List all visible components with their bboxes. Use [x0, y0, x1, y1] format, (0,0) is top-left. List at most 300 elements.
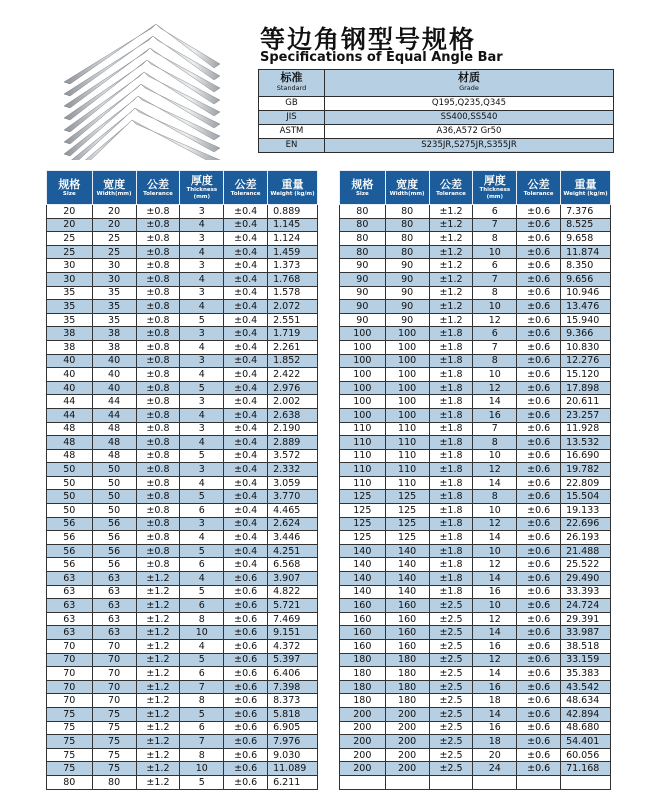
cell-thickness-tolerance: ±0.6 — [517, 272, 561, 286]
cell-thickness-tolerance: ±0.6 — [517, 572, 561, 586]
cell-width: 20 — [92, 205, 136, 219]
cell-thickness: 6 — [473, 327, 517, 341]
cell-thickness: 10 — [473, 245, 517, 259]
cell-width: 100 — [385, 327, 429, 341]
cell-width: 125 — [385, 504, 429, 518]
cell-width: 63 — [92, 599, 136, 613]
table-row — [47, 327, 318, 341]
table-row — [47, 245, 318, 259]
cell-width: 125 — [385, 517, 429, 531]
cell-thickness-tolerance: ±0.6 — [224, 667, 268, 681]
cell-thickness: 7 — [473, 422, 517, 436]
cell-thickness: 5 — [180, 707, 224, 721]
cell-thickness: 18 — [473, 735, 517, 749]
cell-size: 56 — [47, 531, 93, 545]
cell-thickness-tolerance: ±0.6 — [224, 599, 268, 613]
cell-width: 180 — [385, 680, 429, 694]
grade-standard: GB — [259, 97, 325, 111]
cell-weight: 6.905 — [268, 721, 318, 735]
cell-width: 200 — [385, 762, 429, 776]
cell-weight: 8.525 — [561, 218, 611, 232]
cell-size: 110 — [340, 436, 386, 450]
cell-width-tolerance: ±1.2 — [429, 259, 473, 273]
cell-thickness: 10 — [473, 449, 517, 463]
cell-width-tolerance: ±1.8 — [429, 408, 473, 422]
cell-thickness: 14 — [473, 531, 517, 545]
cell-thickness: 6 — [473, 259, 517, 273]
cell-width: 90 — [385, 286, 429, 300]
cell-width: 100 — [385, 340, 429, 354]
cell-thickness: 10 — [473, 599, 517, 613]
cell-thickness: 14 — [473, 626, 517, 640]
cell-size: 20 — [47, 218, 93, 232]
cell-thickness: 4 — [180, 408, 224, 422]
cell-size: 90 — [340, 300, 386, 314]
cell-width-tolerance: ±0.8 — [136, 368, 180, 382]
cell-width-tolerance: ±1.2 — [136, 585, 180, 599]
cell-width: 100 — [385, 408, 429, 422]
cell-width-tolerance: ±1.2 — [136, 572, 180, 586]
cell-size: 56 — [47, 558, 93, 572]
table-row — [47, 558, 318, 572]
cell-width: 140 — [385, 558, 429, 572]
table-row — [47, 436, 318, 450]
cell-thickness: 3 — [180, 327, 224, 341]
cell-size: 80 — [47, 775, 93, 789]
cell-size: 35 — [47, 300, 93, 314]
cell-size: 80 — [340, 245, 386, 259]
cell-width: 80 — [385, 218, 429, 232]
cell-weight: 1.145 — [268, 218, 318, 232]
table-row — [340, 694, 611, 708]
cell-size: 75 — [47, 748, 93, 762]
cell-thickness-tolerance: ±0.6 — [224, 694, 268, 708]
cell-size: 75 — [47, 735, 93, 749]
cell-thickness-tolerance: ±0.6 — [517, 436, 561, 450]
spec-table-left — [46, 170, 318, 790]
cell-width-tolerance: ±1.2 — [429, 300, 473, 314]
cell-width: 200 — [385, 748, 429, 762]
cell-size: 180 — [340, 653, 386, 667]
table-row — [340, 476, 611, 490]
cell-thickness-tolerance: ±0.4 — [224, 245, 268, 259]
column-header-size: 规格 Size — [47, 171, 93, 205]
table-row — [47, 218, 318, 232]
cell-width: 160 — [385, 640, 429, 654]
cell-weight: 3.907 — [268, 572, 318, 586]
cell-thickness-tolerance: ±0.6 — [517, 205, 561, 219]
cell-width-tolerance: ±2.5 — [429, 599, 473, 613]
cell-width-tolerance: ±0.8 — [136, 381, 180, 395]
cell-size: 200 — [340, 707, 386, 721]
cell-weight: 7.376 — [561, 205, 611, 219]
cell-width: 160 — [385, 612, 429, 626]
cell-thickness: 4 — [180, 640, 224, 654]
table-row — [340, 259, 611, 273]
table-row — [340, 490, 611, 504]
cell-size: 140 — [340, 558, 386, 572]
cell-size: 200 — [340, 748, 386, 762]
cell-width: 40 — [92, 368, 136, 382]
cell-thickness: 16 — [473, 585, 517, 599]
cell-weight: 12.276 — [561, 354, 611, 368]
cell-weight: 1.459 — [268, 245, 318, 259]
grade-value: S235JR,S275JR,S355JR — [325, 139, 614, 153]
cell-width: 30 — [92, 259, 136, 273]
cell-width: 56 — [92, 544, 136, 558]
column-header-width: 宽度 Width(mm) — [385, 171, 429, 205]
cell-width: 50 — [92, 490, 136, 504]
cell-weight: 33.159 — [561, 653, 611, 667]
cell-weight: 4.251 — [268, 544, 318, 558]
table-row — [47, 775, 318, 789]
table-row — [47, 735, 318, 749]
table-row — [340, 354, 611, 368]
cell-size: 160 — [340, 640, 386, 654]
cell-width-tolerance: ±0.8 — [136, 286, 180, 300]
cell-thickness-tolerance: ±0.6 — [517, 313, 561, 327]
cell-width: 100 — [385, 354, 429, 368]
cell-thickness: 16 — [473, 408, 517, 422]
cell-width-tolerance: ±1.2 — [429, 272, 473, 286]
cell-width-tolerance: ±1.8 — [429, 531, 473, 545]
cell-width: 80 — [385, 245, 429, 259]
angle-bar-right-flange — [132, 120, 220, 160]
cell-thickness-tolerance: ±0.6 — [517, 599, 561, 613]
cell-thickness: 12 — [473, 463, 517, 477]
cell-weight: 29.391 — [561, 612, 611, 626]
cell-size: 100 — [340, 354, 386, 368]
cell-size: 44 — [47, 395, 93, 409]
cell-weight: 15.120 — [561, 368, 611, 382]
cell-width: 80 — [385, 232, 429, 246]
cell-width-tolerance: ±0.8 — [136, 354, 180, 368]
cell-width: 180 — [385, 653, 429, 667]
cell-width: 25 — [92, 232, 136, 246]
cell-width: 110 — [385, 476, 429, 490]
cell-width-tolerance: ±1.8 — [429, 558, 473, 572]
table-row — [340, 395, 611, 409]
cell-width-tolerance: ±1.2 — [136, 680, 180, 694]
cell-size: 125 — [340, 531, 386, 545]
cell-size: 44 — [47, 408, 93, 422]
cell-width: 75 — [92, 748, 136, 762]
cell-width: 56 — [92, 517, 136, 531]
cell-thickness: 10 — [473, 504, 517, 518]
table-row — [47, 653, 318, 667]
cell-thickness-tolerance: ±0.4 — [224, 395, 268, 409]
cell-width-tolerance: ±1.2 — [136, 721, 180, 735]
cell-size: 160 — [340, 626, 386, 640]
angle-bar-photo — [56, 10, 224, 160]
cell-weight: 4.372 — [268, 640, 318, 654]
cell-weight: 24.724 — [561, 599, 611, 613]
cell-size: 35 — [47, 313, 93, 327]
cell-width-tolerance: ±2.5 — [429, 721, 473, 735]
cell-thickness: 8 — [473, 354, 517, 368]
cell-width: 63 — [92, 585, 136, 599]
grade-value: A36,A572 Gr50 — [325, 125, 614, 139]
grade-standard: EN — [259, 139, 325, 153]
cell-thickness: 12 — [473, 381, 517, 395]
cell-thickness: 8 — [473, 286, 517, 300]
cell-width: 20 — [92, 218, 136, 232]
cell-thickness-tolerance: ±0.6 — [517, 368, 561, 382]
cell-width: 30 — [92, 272, 136, 286]
cell-width-tolerance: ±1.8 — [429, 504, 473, 518]
cell-weight: 6.211 — [268, 775, 318, 789]
table-row — [340, 599, 611, 613]
cell-width-tolerance: ±1.2 — [136, 612, 180, 626]
cell-size: 70 — [47, 653, 93, 667]
cell-width: 110 — [385, 422, 429, 436]
cell-width: 70 — [92, 680, 136, 694]
cell-size: 100 — [340, 408, 386, 422]
cell-thickness: 16 — [473, 721, 517, 735]
cell-size: 75 — [47, 762, 93, 776]
cell-width-tolerance: ±1.8 — [429, 395, 473, 409]
table-row — [47, 531, 318, 545]
cell-thickness: 3 — [180, 354, 224, 368]
cell-width-tolerance: ±0.8 — [136, 408, 180, 422]
cell-thickness-tolerance: ±0.4 — [224, 381, 268, 395]
cell-width: 160 — [385, 626, 429, 640]
cell-thickness: 4 — [180, 218, 224, 232]
cell-thickness-tolerance: ±0.6 — [517, 408, 561, 422]
cell-weight: 3.446 — [268, 531, 318, 545]
cell-weight: 2.002 — [268, 395, 318, 409]
column-header-thickness-tolerance: 公差 Tolerance — [224, 171, 268, 205]
cell-width: 48 — [92, 436, 136, 450]
cell-thickness-tolerance: ±0.6 — [517, 476, 561, 490]
cell-weight: 1.373 — [268, 259, 318, 273]
column-header-thickness: 厚度 Thickness (mm) — [180, 171, 224, 205]
cell-weight: 1.768 — [268, 272, 318, 286]
cell-size: 200 — [340, 762, 386, 776]
cell-weight: 25.522 — [561, 558, 611, 572]
cell-thickness-tolerance: ±0.6 — [517, 653, 561, 667]
table-row — [340, 667, 611, 681]
cell-thickness-tolerance: ±0.6 — [224, 653, 268, 667]
cell-width-tolerance: ±2.5 — [429, 626, 473, 640]
cell-width: 140 — [385, 572, 429, 586]
cell-weight: 43.542 — [561, 680, 611, 694]
cell-thickness-tolerance: ±0.4 — [224, 205, 268, 219]
cell-thickness-tolerance: ±0.6 — [517, 232, 561, 246]
table-row — [47, 640, 318, 654]
cell-size: 90 — [340, 272, 386, 286]
cell-weight: 3.770 — [268, 490, 318, 504]
table-row — [47, 408, 318, 422]
cell-width: 180 — [385, 694, 429, 708]
cell-thickness-tolerance: ±0.6 — [517, 585, 561, 599]
cell-thickness-tolerance: ±0.6 — [224, 748, 268, 762]
cell-weight: 15.504 — [561, 490, 611, 504]
cell-width-tolerance: ±0.8 — [136, 558, 180, 572]
cell-width: 200 — [385, 735, 429, 749]
table-row — [340, 762, 611, 776]
cell-thickness: 3 — [180, 286, 224, 300]
table-row — [47, 300, 318, 314]
cell-thickness: 3 — [180, 463, 224, 477]
cell-thickness-tolerance: ±0.6 — [224, 626, 268, 640]
cell-thickness-tolerance: ±0.6 — [517, 544, 561, 558]
cell-weight: 42.894 — [561, 707, 611, 721]
cell-weight: 48.634 — [561, 694, 611, 708]
cell-thickness: 8 — [180, 694, 224, 708]
cell-width: 75 — [92, 707, 136, 721]
table-row — [340, 775, 611, 789]
table-row — [340, 558, 611, 572]
table-row — [340, 218, 611, 232]
cell-thickness-tolerance: ±0.4 — [224, 272, 268, 286]
cell-width-tolerance: ±0.8 — [136, 476, 180, 490]
cell-size: 110 — [340, 422, 386, 436]
cell-width: 200 — [385, 721, 429, 735]
cell-size: 70 — [47, 667, 93, 681]
cell-thickness-tolerance: ±0.6 — [517, 381, 561, 395]
table-row — [340, 748, 611, 762]
cell-weight: 8.373 — [268, 694, 318, 708]
cell-weight: 2.624 — [268, 517, 318, 531]
cell-width-tolerance: ±0.8 — [136, 436, 180, 450]
cell-thickness-tolerance: ±0.6 — [224, 640, 268, 654]
grade-value: Q195,Q235,Q345 — [325, 97, 614, 111]
cell-size: 48 — [47, 422, 93, 436]
cell-width-tolerance: ±2.5 — [429, 694, 473, 708]
cell-thickness-tolerance: ±0.6 — [517, 449, 561, 463]
cell-thickness: 7 — [473, 340, 517, 354]
cell-thickness: 7 — [473, 218, 517, 232]
cell-size: 110 — [340, 476, 386, 490]
grade-table — [258, 69, 614, 153]
cell-thickness: 14 — [473, 476, 517, 490]
table-row — [47, 368, 318, 382]
cell-thickness-tolerance: ±0.4 — [224, 504, 268, 518]
cell-width: 140 — [385, 544, 429, 558]
cell-thickness-tolerance: ±0.6 — [517, 300, 561, 314]
table-row — [47, 612, 318, 626]
cell-weight: 5.721 — [268, 599, 318, 613]
table-row — [340, 286, 611, 300]
cell-weight: 2.332 — [268, 463, 318, 477]
cell-thickness-tolerance: ±0.4 — [224, 232, 268, 246]
cell-weight: 1.124 — [268, 232, 318, 246]
cell-weight: 10.946 — [561, 286, 611, 300]
cell-thickness: 4 — [180, 340, 224, 354]
cell-width: 40 — [92, 354, 136, 368]
cell-thickness: 7 — [473, 272, 517, 286]
cell-weight: 4.822 — [268, 585, 318, 599]
cell-weight: 2.261 — [268, 340, 318, 354]
table-row — [340, 517, 611, 531]
cell-width-tolerance: ±1.2 — [136, 626, 180, 640]
cell-thickness-tolerance: ±0.6 — [224, 775, 268, 789]
cell-width-tolerance: ±1.8 — [429, 368, 473, 382]
cell-thickness-tolerance: ±0.6 — [224, 735, 268, 749]
cell-width: 35 — [92, 313, 136, 327]
cell-weight: 7.469 — [268, 612, 318, 626]
cell-width: 63 — [92, 612, 136, 626]
cell-thickness-tolerance: ±0.6 — [517, 612, 561, 626]
cell-width-tolerance: ±0.8 — [136, 245, 180, 259]
cell-width: 140 — [385, 585, 429, 599]
cell-thickness: 4 — [180, 436, 224, 450]
cell-thickness-tolerance: ±0.6 — [224, 585, 268, 599]
cell-thickness: 16 — [473, 640, 517, 654]
cell-thickness-tolerance: ±0.6 — [517, 762, 561, 776]
cell-width-tolerance: ±1.8 — [429, 422, 473, 436]
grade-standard: ASTM — [259, 125, 325, 139]
cell-thickness: 5 — [180, 449, 224, 463]
cell-size: 25 — [47, 245, 93, 259]
cell-width: 38 — [92, 340, 136, 354]
cell-width-tolerance: ±1.2 — [429, 218, 473, 232]
cell-size: 48 — [47, 449, 93, 463]
cell-thickness-tolerance: ±0.4 — [224, 517, 268, 531]
table-row — [47, 395, 318, 409]
cell-size: 90 — [340, 313, 386, 327]
cell-weight: 19.133 — [561, 504, 611, 518]
cell-weight: 60.056 — [561, 748, 611, 762]
cell-thickness-tolerance: ±0.6 — [517, 694, 561, 708]
cell-width: 80 — [385, 205, 429, 219]
cell-thickness-tolerance: ±0.4 — [224, 300, 268, 314]
cell-width: 48 — [92, 449, 136, 463]
table-row — [340, 340, 611, 354]
cell-width-tolerance: ±2.5 — [429, 667, 473, 681]
table-row — [47, 422, 318, 436]
cell-thickness: 10 — [473, 544, 517, 558]
table-row — [47, 707, 318, 721]
cell-thickness-tolerance: ±0.4 — [224, 286, 268, 300]
cell-width: 70 — [92, 640, 136, 654]
cell-weight: 33.393 — [561, 585, 611, 599]
cell-width-tolerance: ±1.2 — [429, 313, 473, 327]
cell-weight: 15.940 — [561, 313, 611, 327]
cell-width: 48 — [92, 422, 136, 436]
cell-width-tolerance: ±2.5 — [429, 653, 473, 667]
table-row — [340, 205, 611, 219]
cell-width-tolerance: ±0.8 — [136, 449, 180, 463]
cell-thickness-tolerance — [517, 775, 561, 789]
cell-thickness: 4 — [180, 368, 224, 382]
table-row — [47, 476, 318, 490]
table-row — [340, 531, 611, 545]
cell-thickness: 6 — [180, 667, 224, 681]
table-row — [340, 300, 611, 314]
cell-weight: 71.168 — [561, 762, 611, 776]
cell-size: 63 — [47, 585, 93, 599]
cell-thickness-tolerance: ±0.4 — [224, 340, 268, 354]
cell-width: 25 — [92, 245, 136, 259]
cell-thickness: 7 — [180, 735, 224, 749]
cell-thickness: 5 — [180, 381, 224, 395]
cell-width-tolerance: ±0.8 — [136, 531, 180, 545]
cell-size: 75 — [47, 707, 93, 721]
cell-thickness: 10 — [180, 626, 224, 640]
cell-thickness-tolerance: ±0.4 — [224, 436, 268, 450]
cell-weight: 2.422 — [268, 368, 318, 382]
cell-size: 180 — [340, 694, 386, 708]
cell-thickness: 3 — [180, 259, 224, 273]
cell-width-tolerance: ±1.8 — [429, 340, 473, 354]
cell-thickness-tolerance: ±0.4 — [224, 259, 268, 273]
table-row — [47, 694, 318, 708]
cell-weight: 35.383 — [561, 667, 611, 681]
cell-thickness: 3 — [180, 395, 224, 409]
cell-width-tolerance: ±1.2 — [429, 286, 473, 300]
